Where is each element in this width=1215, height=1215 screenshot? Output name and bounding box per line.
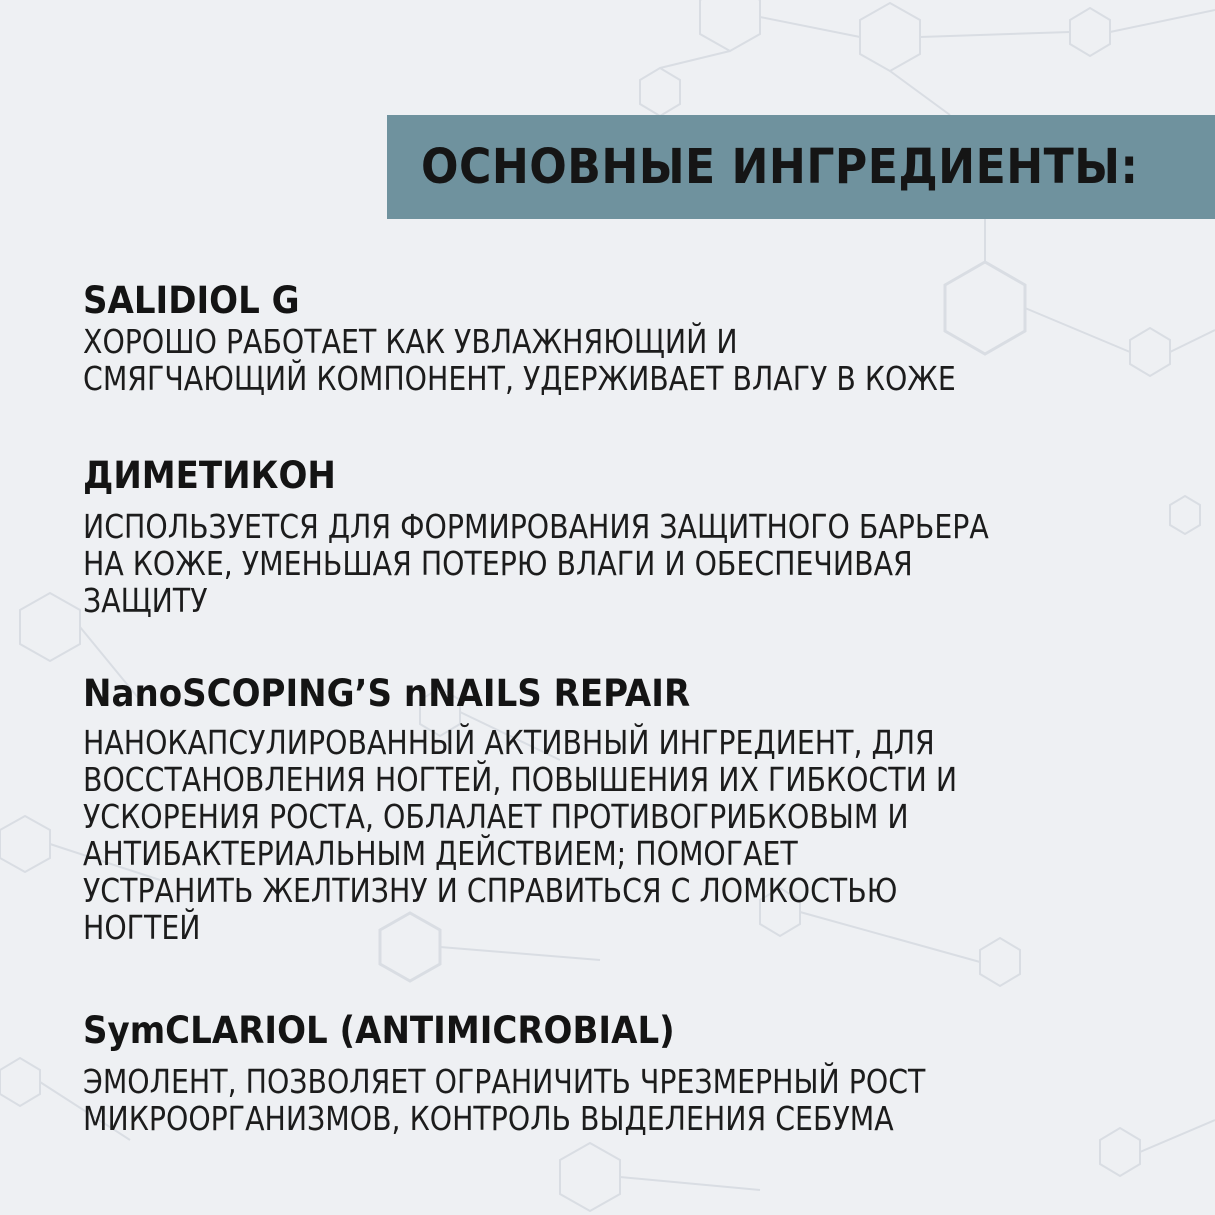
ingredient-name: SALIDIOL G	[83, 279, 300, 322]
ingredient-name: ДИМЕТИКОН	[83, 454, 336, 497]
ingredient-name: SymCLARIOL (ANTIMICROBIAL)	[83, 1009, 675, 1052]
ingredient-description: ЭМОЛЕНТ, ПОЗВОЛЯЕТ ОГРАНИЧИТЬ ЧРЕЗМЕРНЫЙ РОСТ МИКРООРГАНИЗМОВ, КОНТРОЛЬ ВЫДЕЛЕНИЯ СЕБУМА	[83, 1062, 926, 1138]
ingredient-block-dimethicone	[83, 454, 1183, 619]
ingredient-description: ХОРОШО РАБОТАЕТ КАК УВЛАЖНЯЮЩИЙ И СМЯГЧАЮЩИЙ КОМПОНЕНТ, УДЕРЖИВАЕТ ВЛАГУ В КОЖЕ	[83, 322, 956, 398]
ingredient-block-nanoscoping	[83, 672, 1183, 946]
page-title: ОСНОВНЫЕ ИНГРЕДИЕНТЫ:	[421, 139, 1139, 195]
ingredient-block-symclariol	[83, 1009, 1183, 1137]
ingredient-block-salidiol	[83, 279, 1183, 397]
ingredient-description: НАНОКАПСУЛИРОВАННЫЙ АКТИВНЫЙ ИНГРЕДИЕНТ, ДЛЯ ВОССТАНОВЛЕНИЯ НОГТЕЙ, ПОВЫШЕНИЯ ИХ ГИБКОСТИ И УСКОРЕНИЯ РОСТА, ОБЛАЛАЕТ ПРОТИВОГРИБКОВЫМ И АНТИБАКТЕРИАЛЬНЫМ ДЕЙСТВИЕМ; ПОМОГАЕТ УСТРАНИТЬ ЖЕЛТИЗНУ И СПРАВИТЬСЯ С ЛОМКОСТЬЮ НОГТЕЙ	[83, 723, 958, 947]
title-banner	[387, 115, 1215, 219]
ingredient-description: ИСПОЛЬЗУЕТСЯ ДЛЯ ФОРМИРОВАНИЯ ЗАЩИТНОГО БАРЬЕРА НА КОЖЕ, УМЕНЬШАЯ ПОТЕРЮ ВЛАГИ И ОБЕСПЕЧИВАЯ ЗАЩИТУ	[83, 507, 989, 620]
ingredient-name: NanoSCOPING’S nNAILS REPAIR	[83, 672, 691, 715]
